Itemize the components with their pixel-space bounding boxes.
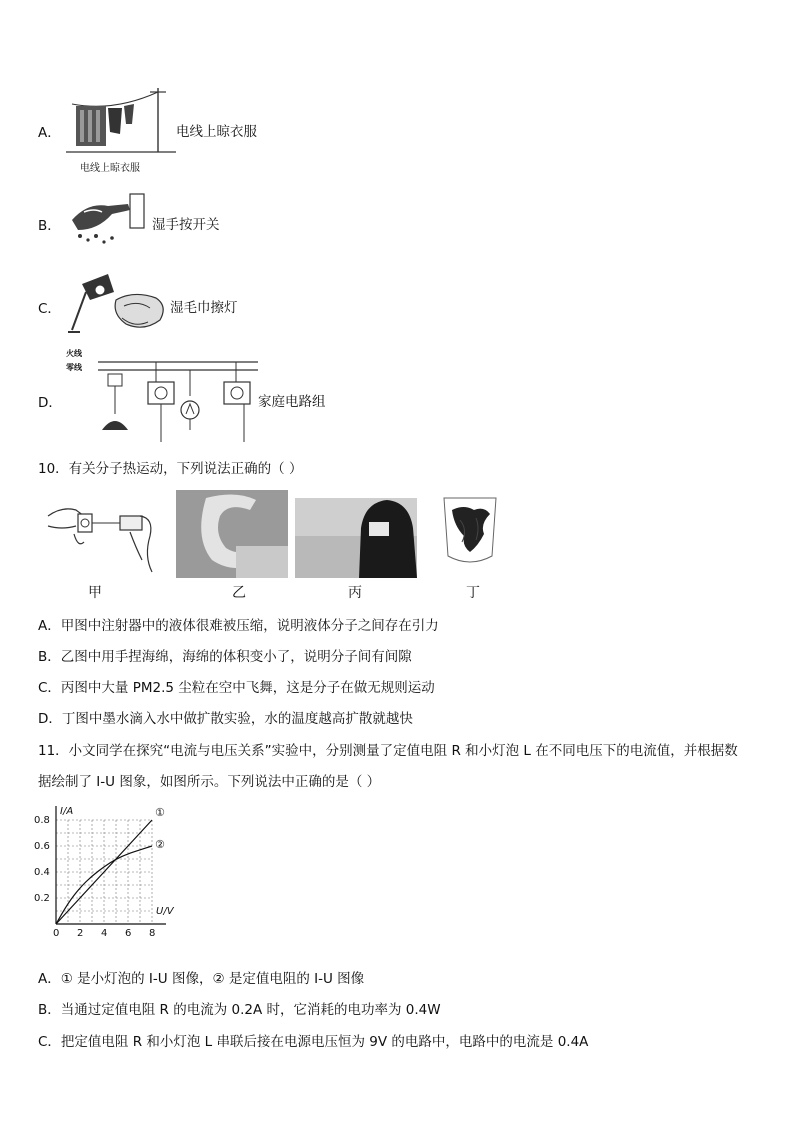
option-b-text: 湿手按开关 [152,217,220,233]
x-tick-label: 8 [149,928,156,939]
figure-bing-smog-photo [295,498,417,578]
q10-option-d: D．丁图中墨水滴入水中做扩散实验，水的温度越高扩散就越快 [38,711,413,727]
option-d-text: 家庭电路组 [258,394,326,410]
q10-stem: 10．有关分子热运动，下列说法正确的（ ） [38,461,303,477]
figure-jia-syringe [44,496,162,578]
option-b-letter: B． [38,218,61,234]
option-a-text: 电线上晾衣服 [176,124,257,140]
iu-graph [30,800,190,940]
y-tick-label: 0.8 [34,815,50,826]
q10-option-b: B．乙图中用手捏海绵，海绵的体积变小了，说明分子间有间隙 [38,649,412,665]
figure-label-ding: 丁 [466,585,480,601]
q11-stem-line1: 11．小文同学在探究“电流与电压关系”实验中，分别测量了定值电阻 R 和小灯泡 L 在不同电压下的电流值，并根据数 [38,743,738,759]
y-axis-label: I/A [60,806,74,817]
x-tick-label: 4 [101,928,108,939]
neutral-wire-label: 零线 [66,363,82,372]
y-tick-label: 0.4 [34,867,50,878]
y-tick-label: 0.2 [34,893,50,904]
option-a-letter: A． [38,125,61,141]
figure-label-bing: 丙 [348,585,362,601]
option-d-letter: D． [38,395,62,411]
y-tick-label: 0.6 [34,841,50,852]
q11-option-a: A．① 是小灯泡的 I-U 图像，② 是定值电阻的 I-U 图像 [38,971,365,987]
option-b-illustration [68,190,148,248]
series-label-1: ① [155,806,165,819]
option-c-letter: C． [38,301,61,317]
option-d-circuit-diagram [96,352,260,444]
x-tick-label: 0 [53,928,60,939]
x-tick-label: 2 [77,928,84,939]
figure-yi-sponge-photo [176,490,288,578]
option-c-text: 湿毛巾擦灯 [170,300,238,316]
q10-option-c: C．丙图中大量 PM2.5 尘粒在空中飞舞，这是分子在做无规则运动 [38,680,435,696]
q11-option-c: C．把定值电阻 R 和小灯泡 L 串联后接在电源电压恒为 9V 的电路中，电路中的电流是 0.4A [38,1034,589,1050]
series-label-2: ② [155,838,165,851]
figure-label-jia: 甲 [88,585,102,601]
option-a-image-caption: 电线上晾衣服 [80,163,140,174]
q10-option-a: A．甲图中注射器中的液体很难被压缩，说明液体分子之间存在引力 [38,618,439,634]
x-tick-label: 6 [125,928,132,939]
x-axis-label: U/V [156,906,174,917]
figure-ding-ink-diffusion [440,496,500,568]
q11-stem-line2: 据绘制了 I-U 图象，如图所示。下列说法中正确的是（ ） [38,774,381,790]
figure-label-yi: 乙 [232,585,246,601]
live-wire-label: 火线 [66,349,82,358]
q11-option-b: B．当通过定值电阻 R 的电流为 0.2A 时，它消耗的电功率为 0.4W [38,1002,441,1018]
option-c-illustration [64,270,176,338]
